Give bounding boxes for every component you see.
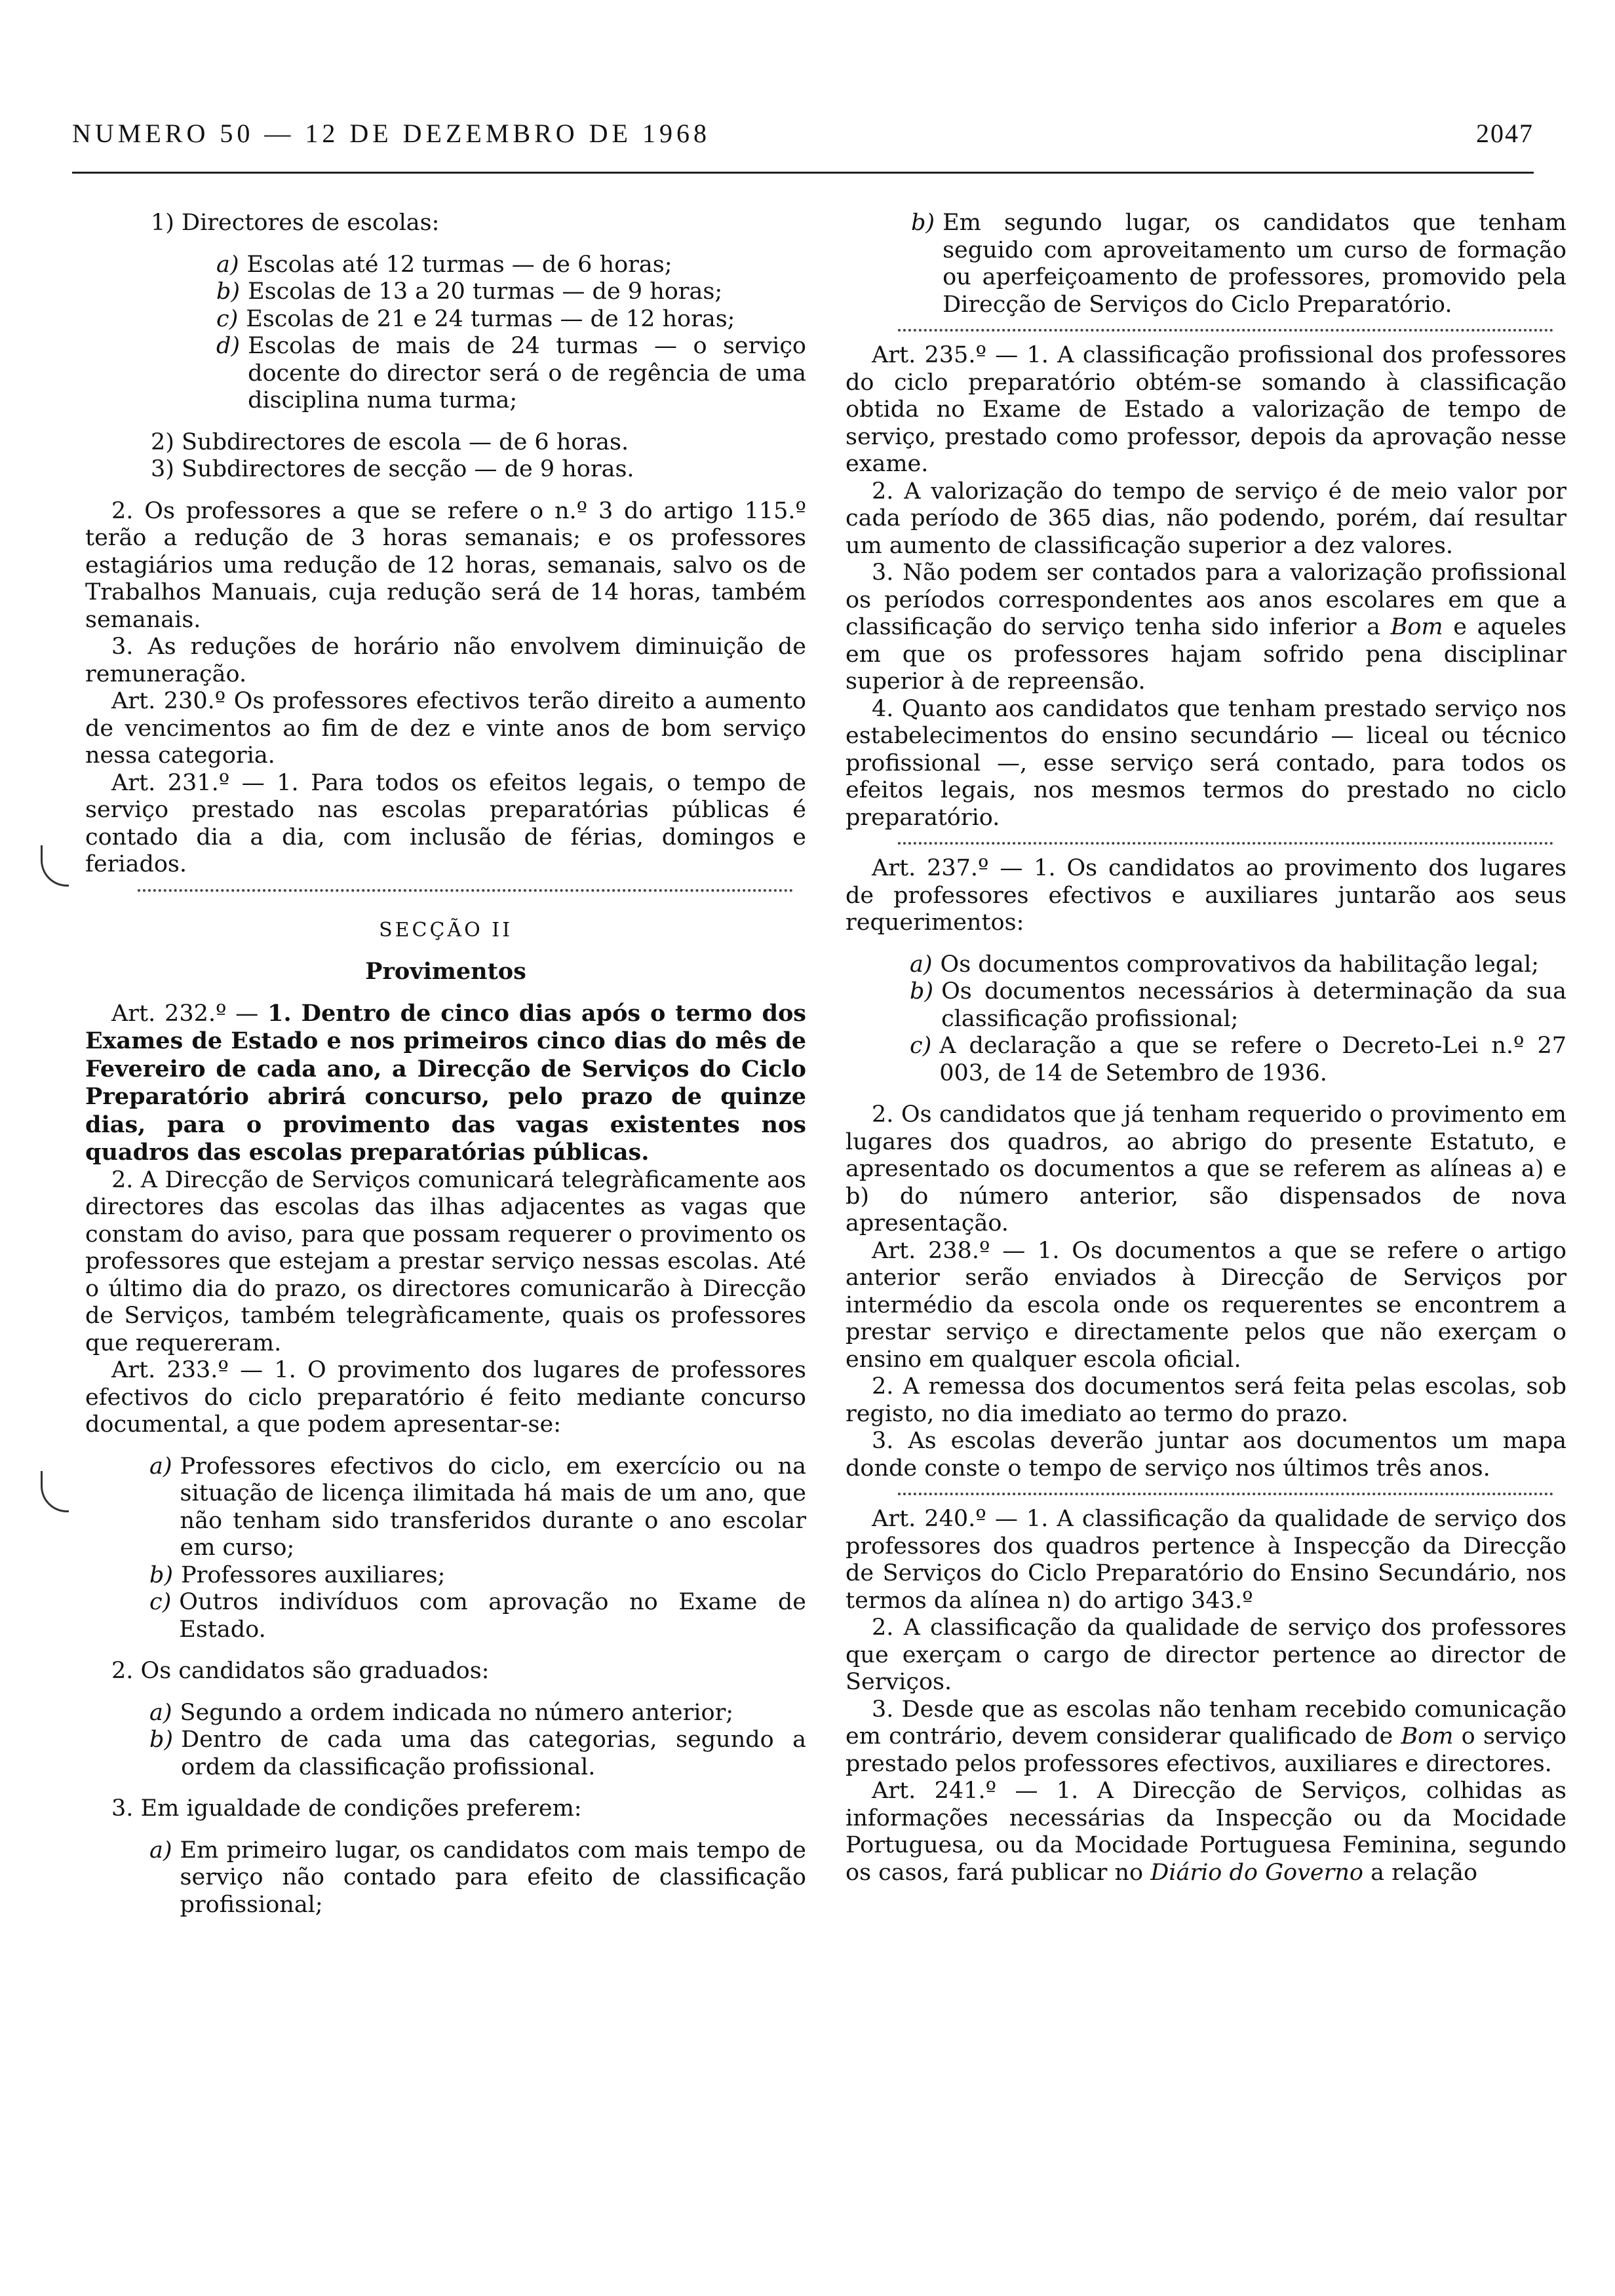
article-237-paragraph-1: Art. 237.º — 1. Os candidatos ao provimento dos lugares de professores efectivos e auxiliares juntarão aos seus requerimentos: — [846, 855, 1566, 936]
article-233: Art. 233.º — 1. O provimento dos lugares de professores efectivos do ciclo preparatório é feito mediante concurso documental, a que podem apresentar-se: — [85, 1357, 806, 1438]
paragraph: 3. Em igualdade de condições preferem: — [111, 1795, 582, 1822]
article-240-paragraph-2: 2. A classificação da qualidade de serviço dos professores que exerçam o cargo de director pertence ao director de Serviços. — [846, 1615, 1566, 1695]
list-item: b) Escolas de 13 a 20 turmas — de 9 horas; — [216, 278, 723, 305]
page-header — [72, 118, 1534, 164]
list-item: 2) Subdirectores de escola — de 6 horas. — [151, 429, 629, 455]
header-rule — [72, 172, 1534, 174]
left-column — [85, 210, 806, 1919]
dotted-separator — [138, 889, 793, 892]
article-232-paragraph-1: Art. 232.º — 1. Dentro de cinco dias após o termo dos Exames de Estado e nos primeiros cinco dias do mês de Fevereiro de cada ano, a Direcção de Serviços do Ciclo Preparatório abrirá concurso, pelo prazo de quinze dias, para o provimento das vagas existentes nos quadros das escolas preparatórias públicas. — [85, 999, 806, 1166]
dotted-separator — [898, 842, 1553, 845]
list-item: 1) Directores de escolas: — [151, 210, 440, 236]
list-item: b) Dentro de cada uma das categorias, segundo a ordem da classificação profissional. — [149, 1727, 806, 1780]
article-235-paragraph-3: 3. Não podem ser contados para a valorização profissional os períodos correspondentes aos anos escolares em que a classificação do serviço tenha sido inferior a Bom e aqueles em que os professores hajam sofrido pena disciplinar superior à de repreensão. — [846, 560, 1567, 695]
list-item: b) Os documentos necessários à determinação da sua classificação profissional; — [910, 978, 1566, 1032]
paragraph: 2. Os professores a que se refere o n.º 3 do artigo 115.º terão a redução de 3 horas semanais; e os professores estagiários uma redução de 12 horas, semanais, salvo os de Trabalhos Manuais, cuja redução será de 14 horas, também semanais. — [85, 497, 806, 633]
list-item: b) Professores auxiliares; — [149, 1561, 446, 1588]
list-item: a) Escolas até 12 turmas — de 6 horas; — [216, 251, 672, 278]
article-240-paragraph-3: 3. Desde que as escolas não tenham recebido comunicação em contrário, devem considerar qualificado de Bom o serviço prestado pelos professores efectivos, auxiliares e directores. — [846, 1696, 1566, 1777]
list-item: a) Os documentos comprovativos da habilitação legal; — [910, 951, 1540, 978]
paragraph: 3. As reduções de horário não envolvem diminuição de remuneração. — [85, 634, 806, 687]
list-item: c) A declaração a que se refere o Decreto-Lei n.º 27 003, de 14 de Setembro de 1936. — [910, 1033, 1566, 1086]
article-235-paragraph-4: 4. Quanto aos candidatos que tenham prestado serviço nos estabelecimentos do ensino secundário — liceal ou técnico profissional —, esse serviço será contado, para todos os efeitos legais, nos mesmos termos do prestado no ciclo preparatório. — [846, 695, 1566, 831]
dotted-separator — [898, 329, 1553, 332]
section-title: SECÇÃO II — [379, 918, 513, 942]
list-item: a) Em primeiro lugar, os candidatos com mais tempo de serviço não contado para efeito de classificação profissional; — [149, 1837, 806, 1918]
list-item: c) Escolas de 21 e 24 turmas — de 12 horas; — [216, 305, 735, 332]
issue-number-and-date: NUMERO 50 — 12 DE DEZEMBRO DE 1968 — [72, 119, 710, 148]
list-item: d) Escolas de mais de 24 turmas — o serviço docente do director será o de regência de uma disciplina numa turma; — [216, 333, 806, 413]
article-235-paragraph-2: 2. A valorização do tempo de serviço é de meio valor por cada período de 365 dias, não podendo, porém, daí resultar um aumento de classificação superior a dez valores. — [846, 478, 1566, 559]
article-238-paragraph-2: 2. A remessa dos documentos será feita pelas escolas, sob registo, no dia imediato ao termo do prazo. — [846, 1373, 1566, 1427]
page-number: 2047 — [1476, 119, 1534, 148]
article-241-paragraph-1: Art. 241.º — 1. A Direcção de Serviços, colhidas as informações necessárias da Inspecção ou da Mocidade Portuguesa, ou da Mocidade Portuguesa Feminina, segundo os casos, fará publicar no Diário do Governo a relação — [846, 1778, 1566, 1886]
margin-mark — [41, 1471, 69, 1512]
list-item: a) Segundo a ordem indicada no número anterior; — [149, 1699, 734, 1726]
list-item: c) Outros indivíduos com aprovação no Exame de Estado. — [149, 1589, 806, 1643]
article-240-paragraph-1: Art. 240.º — 1. A classificação da qualidade de serviço dos professores dos quadros pertence à Inspecção da Direcção de Serviços do Ciclo Preparatório do Ensino Secundário, nos termos da alínea n) do artigo 343.º — [846, 1506, 1566, 1614]
article-231: Art. 231.º — 1. Para todos os efeitos legais, o tempo de serviço prestado nas escolas preparatórias públicas é contado dia a dia, com inclusão de férias, domingos e feriados. — [85, 769, 806, 877]
section-subtitle: Provimentos — [365, 958, 526, 985]
dotted-separator — [898, 1493, 1553, 1495]
list-item: 3) Subdirectores de secção — de 9 horas. — [151, 456, 634, 482]
article-238-paragraph-3: 3. As escolas deverão juntar aos documentos um mapa donde conste o tempo de serviço nos últimos três anos. — [846, 1428, 1566, 1482]
list-item: a) Professores efectivos do ciclo, em exercício ou na situação de licença ilimitada há mais de um ano, que não tenham sido transferidos durante o ano escolar em curso; — [149, 1453, 806, 1561]
list-item: b) Em segundo lugar, os candidatos que tenham seguido com aproveitamento um curso de formação ou aperfeiçoamento de professores, promovido pela Direcção de Serviços do Ciclo Preparatório. — [911, 210, 1566, 318]
article-238-paragraph-1: Art. 238.º — 1. Os documentos a que se refere o artigo anterior serão enviados à Direcção de Serviços por intermédio da escola onde os requerentes se encontrem a prestar serviço e directamente pelos que não exerçam o ensino em qualquer escola oficial. — [846, 1237, 1566, 1373]
article-237-paragraph-2: 2. Os candidatos que já tenham requerido o provimento em lugares dos quadros, ao abrigo do presente Estatuto, e apresentado os documentos a que se referem as alíneas a) e b) do número anterior, são dispensados de nova apresentação. — [846, 1101, 1566, 1236]
margin-mark — [41, 845, 69, 887]
article-235-paragraph-1: Art. 235.º — 1. A classificação profissional dos professores do ciclo preparatório obtém-se somando à classificação obtida no Exame de Estado a valorização de tempo de serviço, prestado como professor, depois da aprovação nesse exame. — [846, 342, 1566, 477]
right-column — [846, 210, 1566, 1886]
paragraph: 2. Os candidatos são graduados: — [111, 1658, 490, 1684]
article-230: Art. 230.º Os professores efectivos terão direito a aumento de vencimentos ao fim de dez e vinte anos de bom serviço nessa categoria. — [85, 688, 806, 769]
article-232-paragraph-2: 2. A Direcção de Serviços comunicará telegràficamente aos directores das escolas das ilhas adjacentes as vagas que constam do aviso, para que possam requerer o provimento os professores que estejam a prestar serviço nessas escolas. Até o último dia do prazo, os directores comunicarão à Direcção de Serviços, também telegràficamente, quais os professores que requereram. — [85, 1166, 806, 1356]
